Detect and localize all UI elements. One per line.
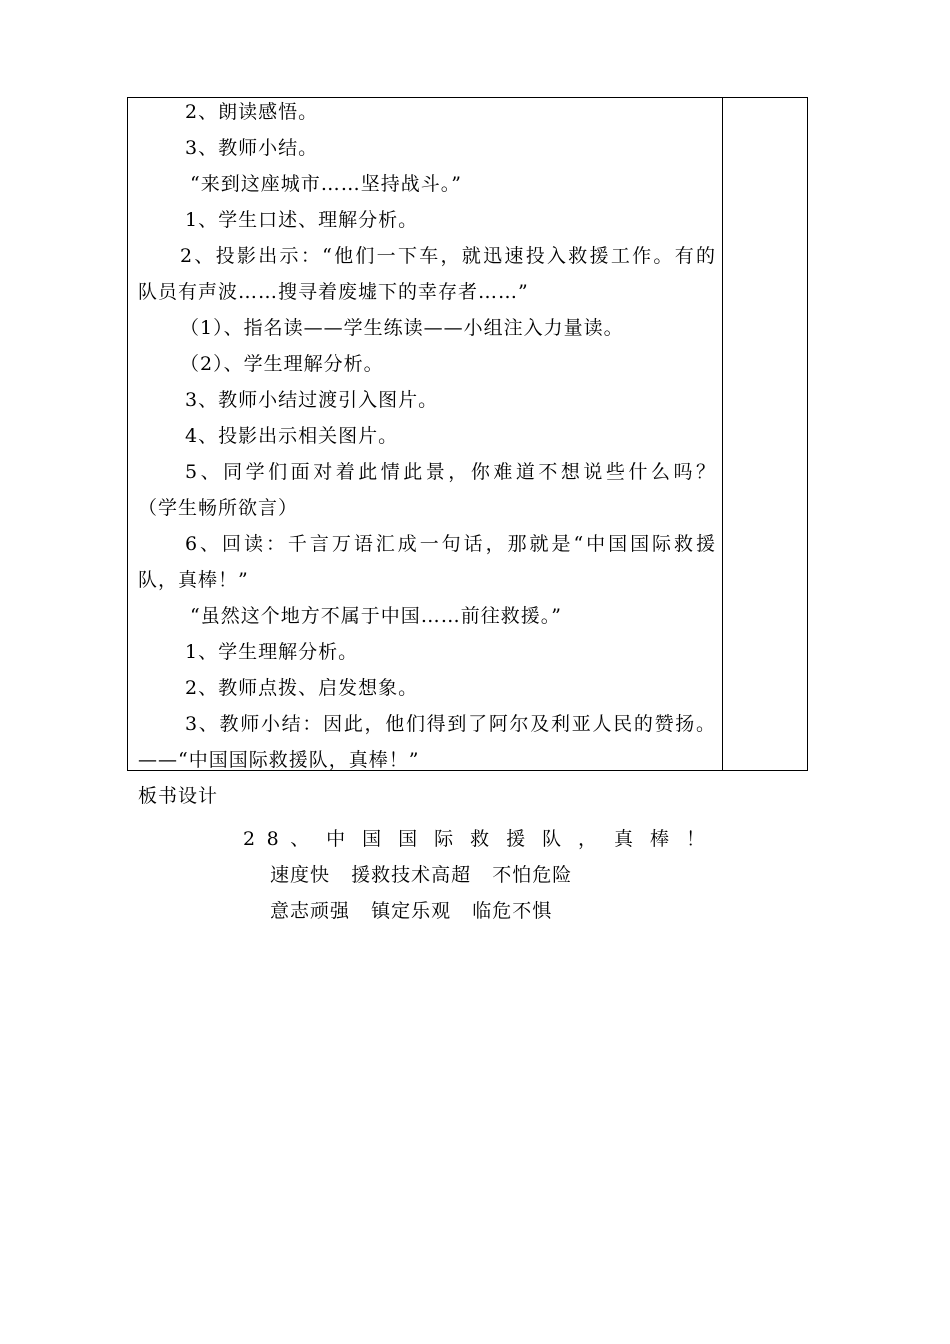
text-line: 2、教师点拨、启发想象。 xyxy=(185,677,419,699)
text-line: 3、教师小结：因此，他们得到了阿尔及利亚人民的赞扬。 xyxy=(185,713,716,735)
text-line: 5、同学们面对着此情此景，你难道不想说些什么吗？ xyxy=(185,461,716,483)
text-line: “虽然这个地方不属于中国……前往救援。” xyxy=(190,605,562,627)
text-line: 3、教师小结。 xyxy=(185,137,319,159)
lesson-content-cell xyxy=(128,98,723,807)
board-row: 意志顽强 镇定乐观 临危不惧 xyxy=(270,900,553,922)
text-line: “来到这座城市……坚持战斗。” xyxy=(190,173,462,195)
text-line: （2）、学生理解分析。 xyxy=(180,353,384,375)
text-line: 队员有声波……搜寻着废墟下的幸存者……” xyxy=(138,281,529,303)
text-line: 2、投影出示：“他们一下车，就迅速投入救援工作。有的 xyxy=(180,245,716,267)
text-line: （1）、指名读——学生练读——小组注入力量读。 xyxy=(180,317,624,339)
text-line: 4、投影出示相关图片。 xyxy=(185,425,399,447)
text-line: （学生畅所欲言） xyxy=(138,497,299,519)
text-line: 3、教师小结过渡引入图片。 xyxy=(185,389,439,411)
text-line: 6、回读：千言万语汇成一句话，那就是“中国国际救援 xyxy=(185,533,716,555)
section-heading: 板书设计 xyxy=(138,785,219,807)
board-row: 速度快 援救技术高超 不怕危险 xyxy=(270,864,573,886)
text-line: 1、学生理解分析。 xyxy=(185,641,359,663)
board-title: 2 8 、 中 国 国 际 救 援 队 ， 真 棒 ！ xyxy=(243,828,705,850)
lesson-table xyxy=(127,97,808,807)
text-line: 队，真棒！” xyxy=(138,569,249,591)
text-line: ——“中国国际救援队，真棒！” xyxy=(138,749,420,771)
text-line: 1、学生口述、理解分析。 xyxy=(185,209,419,231)
notes-cell xyxy=(723,98,807,770)
text-line: 2、朗读感悟。 xyxy=(185,101,319,123)
